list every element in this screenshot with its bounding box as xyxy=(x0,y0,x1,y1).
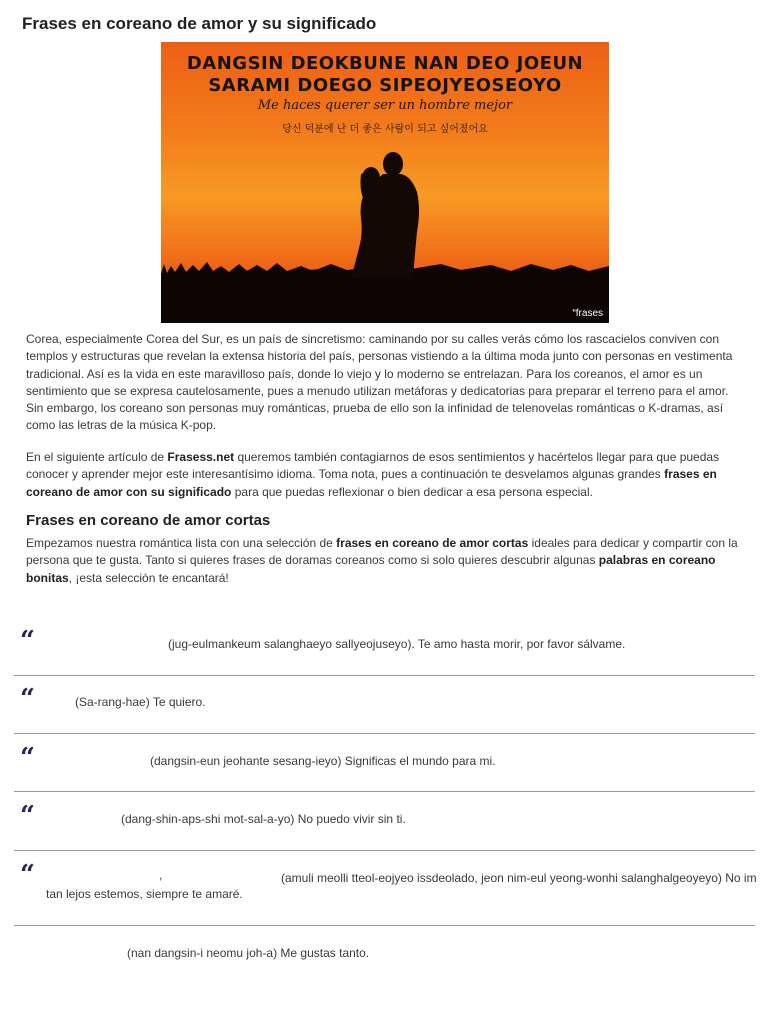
hero-heading-line2: SARAMI DOEGO SIPEOJYEOSEOYO xyxy=(208,75,562,96)
section-paragraph xyxy=(26,535,744,587)
text-run: queremos también contagiarnos de esos sentimientos y hacértelos llegar para que puedas conocer y aprender mejor este interesantísimo idioma. Toma nota, pues a continuación te desvelamos algunas grandes xyxy=(26,450,720,482)
hero-korean-caption: 당신 덕분에 난 더 좋은 사람이 되고 싶어졌어요 xyxy=(282,124,488,135)
hero-heading-line1: DANGSIN DEOKBUNE NAN DEO JOEUN xyxy=(186,53,584,74)
quote-text: (amuli meolli tteol-eojyeo issdeolado, jeon nim-eul yeong-wonhi salanghalgeoyeyo) No im xyxy=(281,871,757,885)
hero-image xyxy=(161,42,609,323)
quote-text: (Sa-rang-hae) Te quiero. xyxy=(75,695,206,709)
text-run: ideales para dedicar y compartir con la persona que te gusta. Tanto si quieres frases de doramas coreanos como si solo quieres descubrir algunas xyxy=(26,536,738,568)
bold-run: frases en coreano de amor cortas xyxy=(336,536,529,550)
quote-text: (jug-eulmankeum salanghaeyo sallyeojuseyo). Te amo hasta morir, por favor sálvame. xyxy=(168,637,626,651)
quote-mark-icon: “ xyxy=(20,801,35,831)
page-title: Frases en coreano de amor y su significado xyxy=(22,14,377,33)
text-run: Empezamos nuestra romántica lista con una selección de xyxy=(26,536,337,550)
hero-script-caption: Me haces querer ser un hombre mejor xyxy=(257,98,513,113)
quote-text: (nan dangsin-i neomu joh-a) Me gustas tanto. xyxy=(127,946,370,960)
watermark-logo: “frases xyxy=(572,308,603,319)
text-run: , ¡esta selección te encantará! xyxy=(68,570,229,585)
bold-run: frases en coreano de amor con su significado xyxy=(26,467,717,499)
divider xyxy=(14,850,755,851)
section-heading: Frases en coreano de amor cortas xyxy=(26,512,271,529)
divider xyxy=(14,733,755,734)
site-link[interactable]: Frasess.net xyxy=(167,450,235,464)
quote-mark-icon: “ xyxy=(20,684,35,714)
quote-mark-icon: “ xyxy=(20,626,35,656)
quote-text-continued: tan lejos estemos, siempre te amaré. xyxy=(46,887,243,901)
bold-run: palabras en coreano bonitas xyxy=(26,553,716,585)
divider xyxy=(14,791,755,792)
quote-text: (dangsin-eun jeohante sesang-ieyo) Significas el mundo para mi. xyxy=(150,754,496,768)
quote-text-separator: , xyxy=(159,868,163,882)
intro-paragraph: Corea, especialmente Corea del Sur, es un país de sincretismo: caminando por su calles verás cómo los rascacielos conviven con templos y estructuras que revelan la extensa historia del país, personas vistiendo a la última moda junto con personas en vestimenta tradicional. Así es la vida en este maravilloso país, donde lo viejo y lo moderno se entrelazan. Para los coreanos, el amor es un sentimiento que se expresa cautelosamente, pues a menudo utilizan metáforas y dedicatorias para preparar el terreno para el amor. Sin embargo, los coreano son personas muy románticas, prueba de ello son la infinidad de telenovelas románticas o K-dramas, así como las letras de la música K-pop. xyxy=(26,332,733,433)
quote-mark-icon: “ xyxy=(20,743,35,773)
divider xyxy=(14,925,755,926)
quote-mark-icon: “ xyxy=(20,860,35,890)
divider xyxy=(14,675,755,676)
quote-text: (dang-shin-aps-shi mot-sal-a-yo) No puedo vivir sin ti. xyxy=(121,812,406,826)
text-run: para que puedas reflexionar o bien dedicar a esa persona especial. xyxy=(231,484,593,499)
text-run: En el siguiente artículo de xyxy=(26,450,168,464)
intro-paragraph-2 xyxy=(26,449,744,501)
